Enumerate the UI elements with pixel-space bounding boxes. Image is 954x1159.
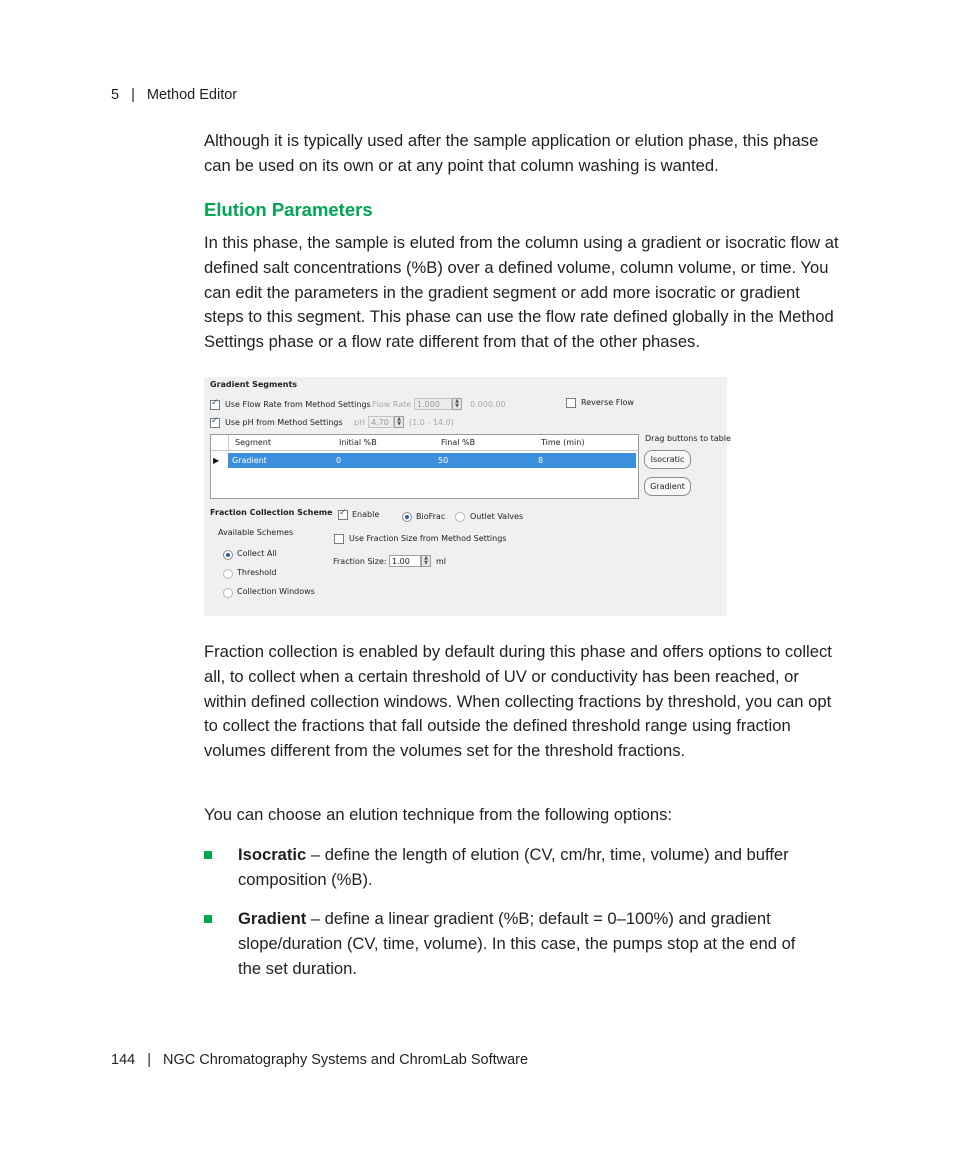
cell-final: 50 [438, 456, 449, 465]
elution-parameters-screenshot [204, 377, 731, 616]
outlet-valves-label: Outlet Valves [470, 512, 524, 521]
biofrac-radio[interactable] [402, 512, 412, 522]
reverse-flow-label: Reverse Flow [581, 398, 634, 407]
row-pointer-icon: ▶ [213, 456, 220, 465]
header-separator: | [131, 87, 135, 103]
fraction-size-unit: ml [436, 557, 447, 566]
flow-rate-input[interactable]: 1.000 [414, 398, 452, 410]
header-page-ref: 5 [111, 87, 120, 103]
cell-segment: Gradient [232, 456, 267, 465]
fraction-size-spinner[interactable]: ▲ ▼ [421, 555, 431, 567]
bullet-term: Isocratic [238, 845, 307, 864]
paragraph-options-intro: You can choose an elution technique from the following options: [204, 805, 673, 824]
ph-range: (1.0 - 14.0) [409, 418, 454, 427]
table-row[interactable] [228, 453, 636, 468]
enable-label: Enable [352, 510, 380, 519]
collection-windows-label: Collection Windows [237, 587, 315, 596]
fraction-size-input[interactable]: 1.00 [389, 555, 421, 567]
gradient-segments-table [210, 434, 639, 499]
intro-paragraph: Although it is typically used after the sample application or elution phase, this phase can be used on its own or at any point that column washing is wanted. [204, 131, 819, 175]
table-header-initial: Initial %B [339, 438, 377, 447]
available-schemes-label: Available Schemes [218, 528, 294, 537]
paragraph-fraction-collection: Fraction collection is enabled by default during this phase and offers options to collect all, to collect when a certain threshold of UV or conductivity has been reached, or within defined collection windows. When collecting fractions by threshold, you can opt to collect the fractions that fall outside the defined threshold range using fraction volumes different from the volumes set for the threshold fractions. [204, 642, 832, 761]
section-heading: Elution Parameters [204, 199, 373, 220]
bullet-square-icon [204, 851, 212, 859]
footer-page-number: 144 [111, 1052, 136, 1068]
bullet-square-icon [204, 915, 212, 923]
outlet-valves-radio[interactable] [455, 512, 465, 522]
gradient-button[interactable]: Gradient [644, 477, 691, 496]
page-footer [111, 1052, 528, 1068]
use-fraction-size-checkbox[interactable] [334, 534, 344, 544]
footer-separator: | [147, 1052, 151, 1068]
header-section: Method Editor [146, 87, 238, 103]
paragraph-elution: In this phase, the sample is eluted from the column using a gradient or isocratic flow at defined salt concentrations (%B) over a defined volume, column volume, or time. You can edit the parameters in the gradient segment or add more isocratic or gradient steps to this segment. This phase can use the flow rate defined globally in the Method Settings phase or a flow rate different from that of the other phases. [204, 233, 839, 352]
table-header-row [211, 435, 638, 451]
isocratic-button[interactable]: Isocratic [644, 450, 691, 469]
flow-rate-extra: 0.000.00 [470, 400, 506, 409]
enable-checkbox[interactable] [338, 510, 348, 520]
footer-title: NGC Chromatography Systems and ChromLab Software [162, 1052, 529, 1068]
use-ph-checkbox[interactable] [210, 418, 220, 428]
ph-label: pH [354, 418, 366, 427]
collect-all-radio[interactable] [223, 550, 233, 560]
ph-spinner[interactable]: ▲ ▼ [394, 416, 404, 428]
use-fraction-size-label: Use Fraction Size from Method Settings [349, 534, 507, 543]
flow-rate-label: Flow Rate [372, 400, 412, 409]
bullet-isocratic [204, 843, 844, 893]
gradient-segments-title: Gradient Segments [210, 380, 298, 389]
flow-rate-spinner[interactable]: ▲ ▼ [452, 398, 462, 410]
cell-initial: 0 [336, 456, 342, 465]
bullet-text: – define a linear gradient (%B; default = 0–100%) and gradient slope/duration (CV, time, volume). In this case, the pumps stop at the end of the set duration. [238, 909, 796, 978]
fraction-size-label: Fraction Size: [333, 557, 387, 566]
use-ph-label: Use pH from Method Settings [225, 418, 343, 427]
bullet-term: Gradient [238, 909, 307, 928]
biofrac-label: BioFrac [416, 512, 446, 521]
reverse-flow-checkbox[interactable] [566, 398, 576, 408]
collection-windows-radio[interactable] [223, 588, 233, 598]
threshold-radio[interactable] [223, 569, 233, 579]
table-header-time: Time (min) [541, 438, 585, 447]
bullet-text: – define the length of elution (CV, cm/hr, time, volume) and buffer composition (%B). [238, 845, 789, 889]
threshold-label: Threshold [237, 568, 277, 577]
table-header-final: Final %B [441, 438, 476, 447]
table-header-segment: Segment [235, 438, 271, 447]
ph-input[interactable]: 4.70 [368, 416, 394, 428]
page-header [111, 87, 237, 103]
cell-time: 8 [538, 456, 544, 465]
collect-all-label: Collect All [237, 549, 277, 558]
use-flow-rate-checkbox[interactable] [210, 400, 220, 410]
column-divider [228, 435, 229, 450]
use-flow-rate-label: Use Flow Rate from Method Settings [225, 400, 371, 409]
drag-hint: Drag buttons to table [645, 434, 731, 443]
bullet-gradient [204, 907, 804, 981]
fraction-scheme-title: Fraction Collection Scheme [210, 508, 333, 517]
